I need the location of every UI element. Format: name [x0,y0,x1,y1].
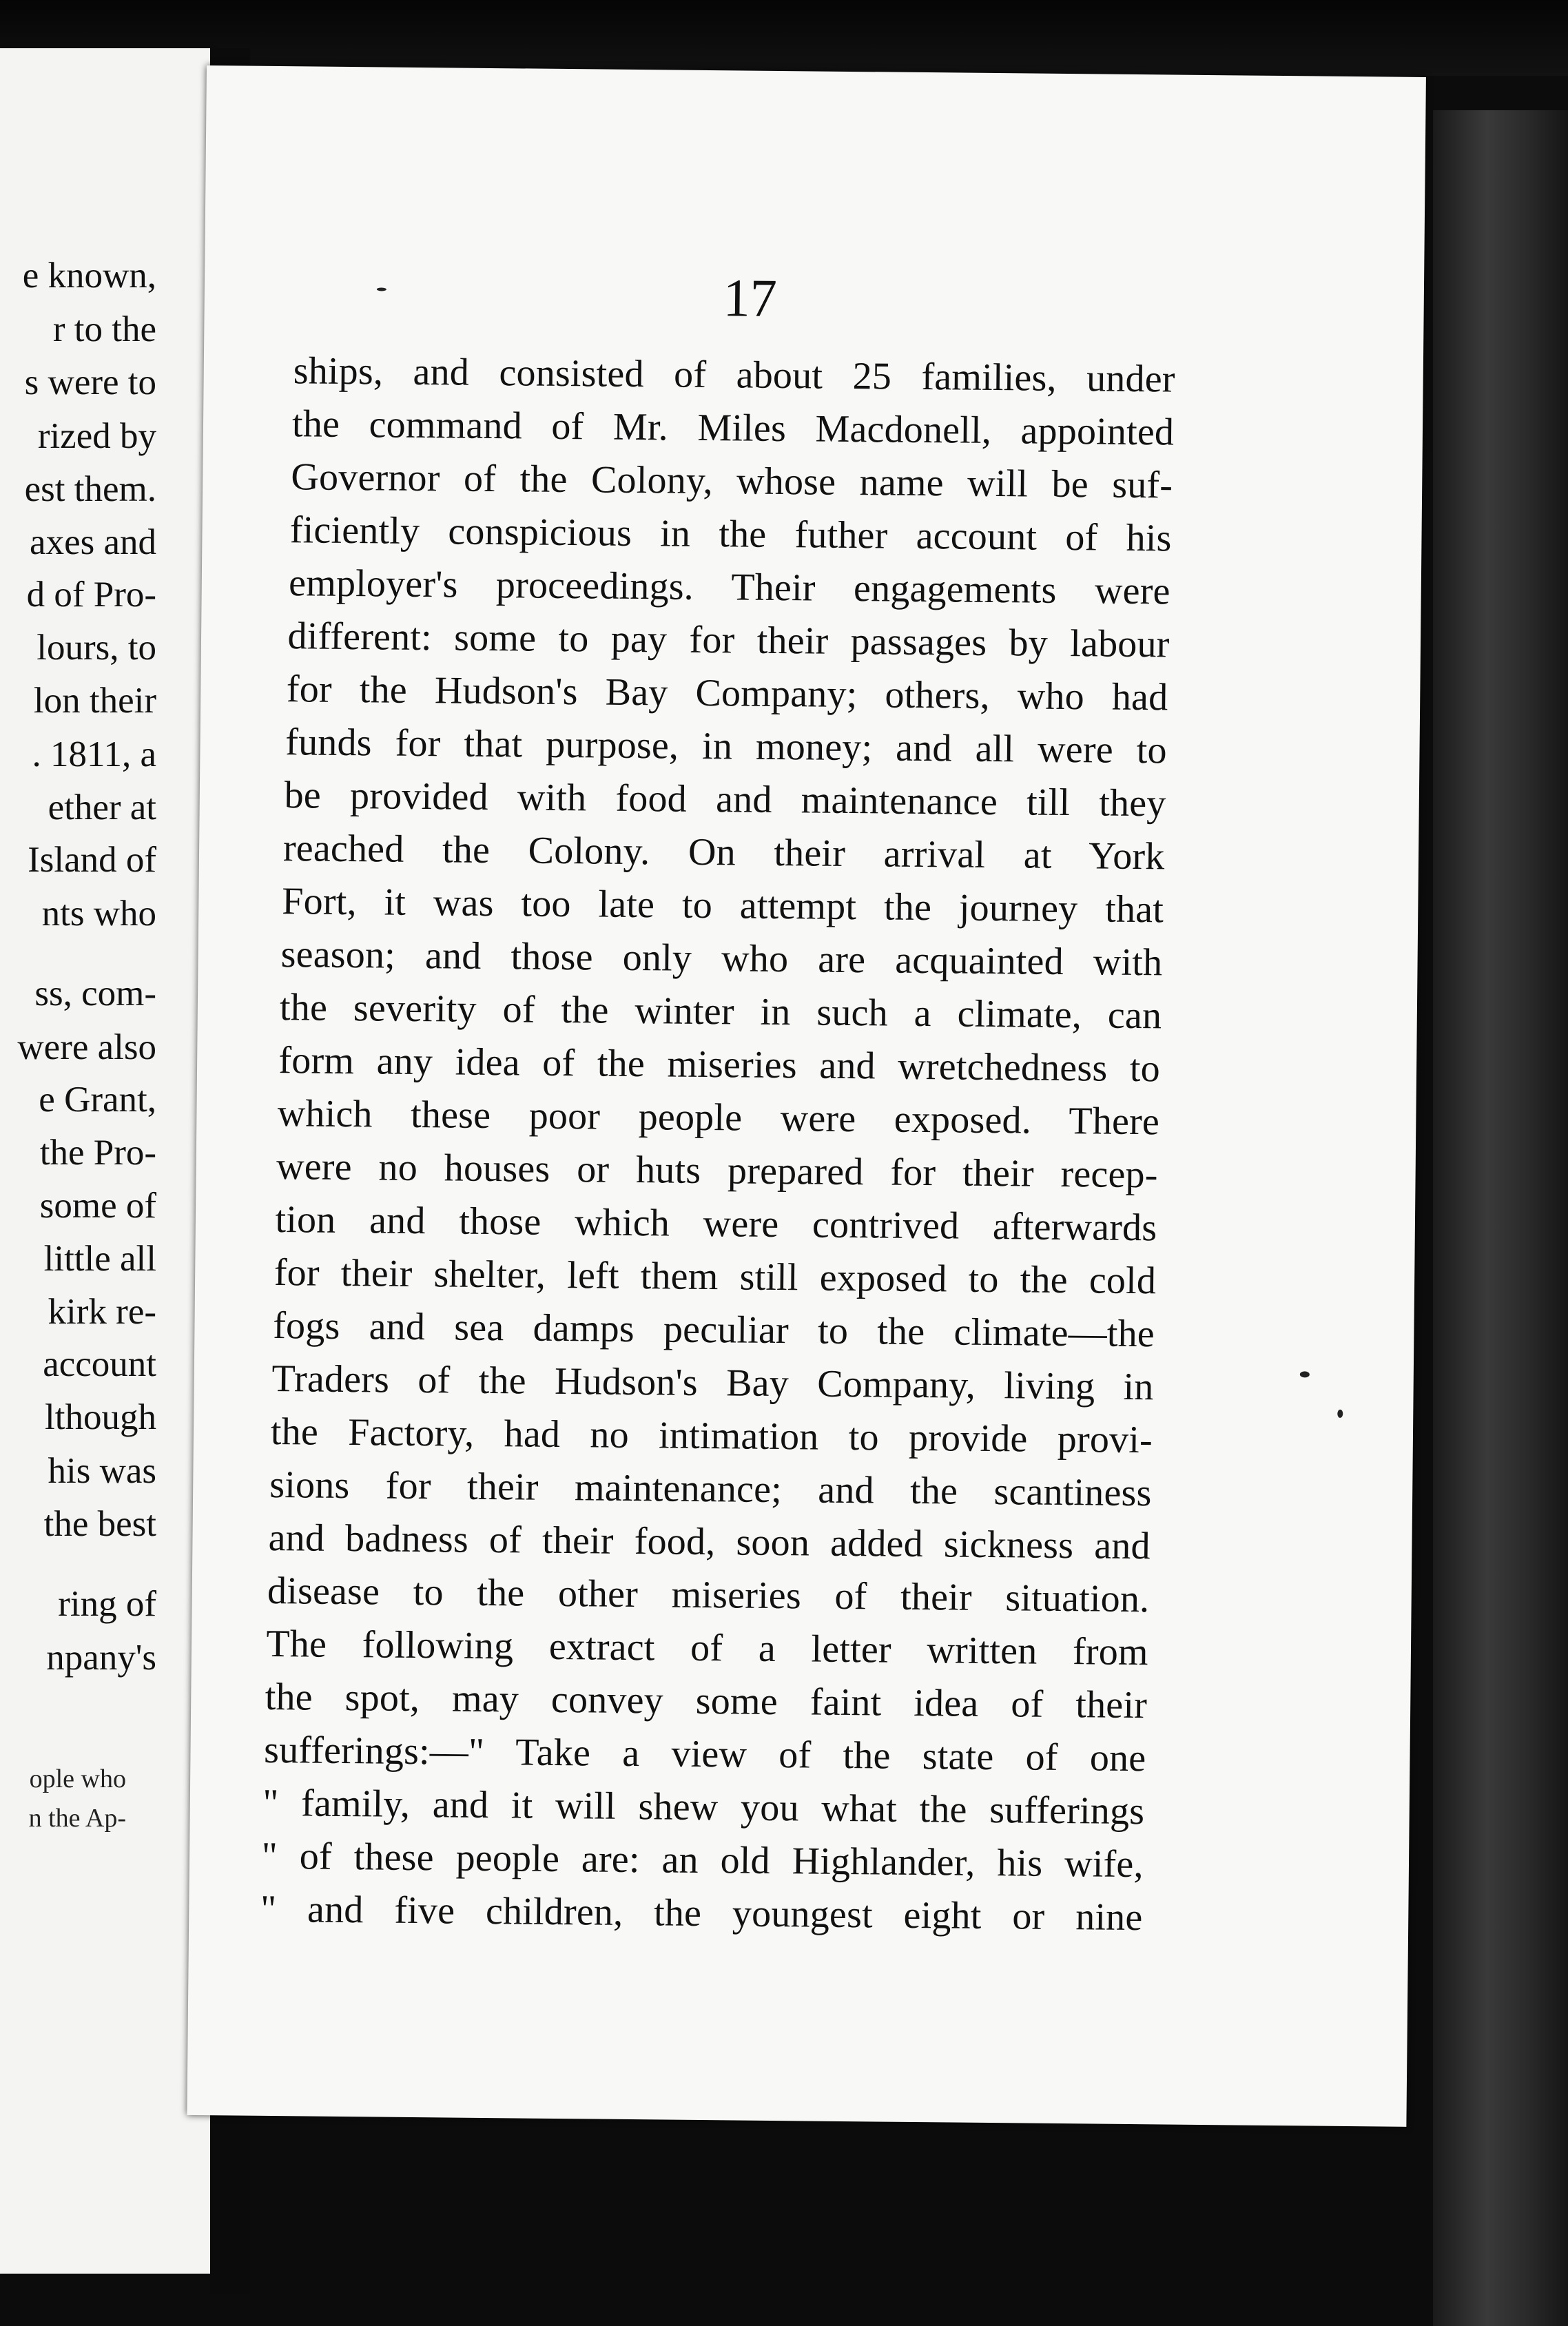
page-number: 17 [723,267,778,328]
facing-page-footnote-line: n the Ap- [28,1804,126,1833]
facing-page-line: some of [39,1186,156,1226]
facing-page-line: lthough [45,1397,156,1437]
facing-page-line: lours, to [37,628,156,668]
facing-page-line: npany's [46,1638,156,1678]
ink-speck [377,287,386,291]
body-text-line: sions for their maintenance; and the scantiness [269,1463,1152,1515]
body-text-line: Governor of the Colony, whose name will be suf- [291,455,1173,507]
body-text-line: reached the Colony. On their arrival at York [282,827,1165,878]
body-text-line: " of these people are: an old Highlander, his wife, [261,1834,1144,1886]
body-text-line: employer's proceedings. Their engagements were [288,562,1170,613]
facing-page-line: little all [43,1239,156,1279]
body-text-line: the command of Mr. Miles Macdonell, appointed [291,402,1175,454]
body-text-line: Fort, it was too late to attempt the journey that [282,880,1164,932]
body-text-line: and badness of their food, soon added sickness and [268,1516,1151,1568]
body-text-line: " and five children, the youngest eight or nine [260,1887,1143,1939]
facing-page-line: . 1811, a [32,734,156,774]
body-text-line: The following extract of a letter written from [266,1622,1149,1674]
facing-page-line: r to the [52,309,156,349]
facing-page-line: est them. [24,469,156,509]
facing-page-line: account [43,1344,156,1384]
page-edge-shadow [1433,110,1568,2326]
facing-page-line: Island of [28,840,156,880]
body-text-line: disease to the other miseries of their situation. [267,1569,1150,1621]
facing-page-line: s were to [24,362,156,402]
facing-page-line: his was [48,1451,156,1491]
facing-page-line: e known, [22,256,156,296]
facing-page-line: axes and [30,522,156,562]
body-text-line: tion and those which were contrived afterwards [275,1198,1157,1250]
body-text-line: were no houses or huts prepared for their recep- [276,1145,1158,1197]
body-text-line: " family, and it will shew you what the sufferings [262,1781,1145,1833]
facing-page-line: ether at [48,788,156,827]
facing-page-line: ring of [58,1584,156,1624]
body-text-line: funds for that purpose, in money; and all were to [285,721,1168,772]
body-text-line: different: some to pay for their passages by labour [287,615,1170,666]
facing-page-line: d of Pro- [26,575,156,615]
body-text-line: the Factory, had no intimation to provide provi- [270,1410,1153,1462]
facing-page-line: lon their [33,681,156,721]
body-text-line: for their shelter, left them still exposed to the cold [274,1251,1157,1303]
facing-page-line: nts who [41,894,156,934]
facing-page-footnote-line: ople who [29,1764,126,1793]
body-text-line: sufferings:—" Take a view of the state of one [263,1728,1146,1780]
facing-page-line: were also [17,1027,156,1067]
body-text-line: the spot, may convey some faint idea of their [265,1675,1148,1727]
body-text-line: season; and those only who are acquainted with [280,933,1163,985]
facing-page-line: the best [43,1504,156,1544]
body-text-line: the severity of the winter in such a climate, can [279,986,1162,1038]
body-text-line: which these poor people were exposed. There [277,1092,1160,1144]
facing-page-line: kirk re- [48,1292,156,1332]
body-text-line: ships, and consisted of about 25 families, under [293,349,1175,401]
book-page [187,65,1425,2127]
body-text-line: form any idea of the miseries and wretchedness to [278,1039,1161,1091]
facing-page-line: e Grant, [39,1080,156,1120]
ink-speck [1300,1371,1310,1377]
facing-page-fragment [0,48,210,2274]
body-text-line: fogs and sea damps peculiar to the climate—the [272,1304,1155,1356]
body-text-line: be provided with food and maintenance till they [284,774,1166,825]
body-text-line: ficiently conspicious in the futher account of his [289,508,1172,560]
body-text-line: for the Hudson's Bay Company; others, who had [286,668,1168,719]
body-text-line: Traders of the Hudson's Bay Company, living in [271,1357,1154,1409]
facing-page-line: the Pro- [39,1133,156,1173]
facing-page-line: ss, com- [34,974,156,1013]
facing-page-line: rized by [37,416,156,456]
ink-speck [1337,1410,1343,1418]
